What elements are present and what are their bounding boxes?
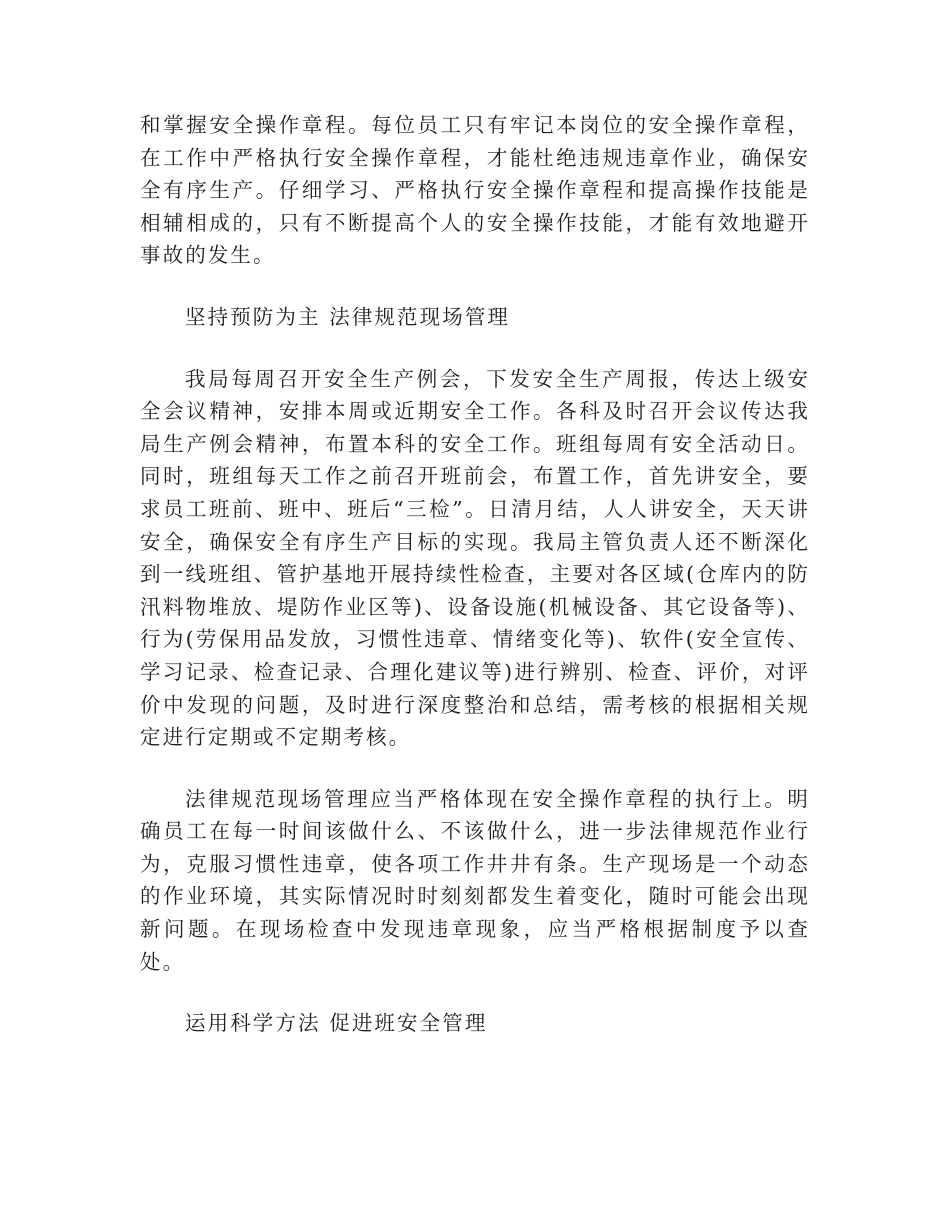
body-paragraph-2: 我局每周召开安全生产例会，下发安全生产周报，传达上级安全会议精神，安排本周或近期安全工作。各科及时召开会议传达我局生产例会精神，布置本科的安全工作。班组每周有安全活动日。同时，班组每天工作之前召开班前会，布置工作，首先讲安全，要求员工班前、班中、班后“三检”。日清月结，人人讲安全，天天讲安全，确保安全有序生产目标的实现。我局主管负责人还不断深化到一线班组、管护基地开展持续性检查，主要对各区域(仓库内的防汛料物堆放、堤防作业区等)、设备设施(机械设备、其它设备等)、行为(劳保用品发放，习惯性违章、情绪变化等)、软件(安全宣传、学习记录、检查记录、合理化建议等)进行辨别、检查、评价，对评价中发现的问题，及时进行深度整治和总结，需考核的根据相关规定进行定期或不定期考核。 <box>140 366 810 750</box>
body-paragraph-3: 法律规范现场管理应当严格体现在安全操作章程的执行上。明确员工在每一时间该做什么、不该做什么，进一步法律规范作业行为，克服习惯性违章，使各项工作井井有条。生产现场是一个动态的作业环境，其实际情况时时刻刻都发生着变化，随时可能会出现新问题。在现场检查中发现违章现象，应当严格根据制度予以查处。 <box>140 786 810 974</box>
paragraph-gap <box>140 978 810 1007</box>
body-paragraph-1: 和掌握安全操作章程。每位员工只有牢记本岗位的安全操作章程，在工作中严格执行安全操作章程，才能杜绝违规违章作业，确保安全有序生产。仔细学习、严格执行安全操作章程和提高操作技能是相辅相成的，只有不断提高个人的安全操作技能，才能有效地避开事故的发生。 <box>140 113 810 268</box>
paragraph-gap <box>140 334 810 363</box>
section-heading-2: 运用科学方法 促进班安全管理 <box>185 1011 488 1036</box>
section-heading-1: 坚持预防为主 法律规范现场管理 <box>185 304 511 329</box>
paragraph-gap <box>140 754 810 783</box>
paragraph-gap <box>140 272 810 301</box>
